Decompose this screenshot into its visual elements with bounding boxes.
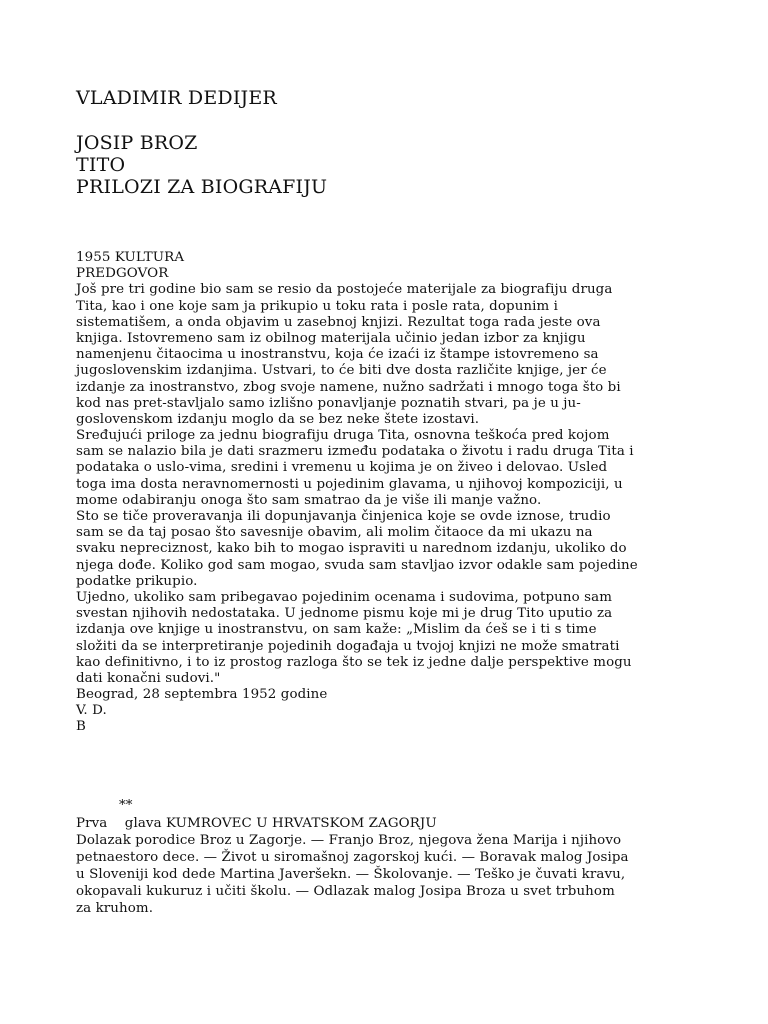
text-line: Još pre tri godine bio sam se resio da postojeće materijale za biografiju druga <box>76 282 613 298</box>
text-line: PREDGOVOR <box>76 266 169 282</box>
text-line: petnaestoro dece. — Život u siromašnoj zagorskoj kući. — Boravak malog Josipa <box>76 850 629 865</box>
chapter-summary <box>76 815 716 917</box>
text-line: Sto se tiče proveravanja ili dopunjavanja činjenica koje se ovde iznose, trudio <box>76 509 611 524</box>
text-line: Beograd, 28 septembra 1952 godine <box>76 687 328 703</box>
text-line: Tita, kao i one koje sam ja prikupio u toku rata i posle rata, dopunim i <box>76 298 559 314</box>
text-line: B <box>76 719 86 735</box>
author-name: VLADIMIR DEDIJER <box>76 87 277 109</box>
text-line: svestan njihovih nedostataka. U jednome pismu koje mi je drug Tito uputio za <box>76 606 613 622</box>
text-line: knjiga. Istovremeno sam iz obilnog materijala učinio jedan izbor za knjigu <box>76 330 586 346</box>
text-line: u Sloveniji kod dede Martina Javeršekn. — Školovanje. — Teško je čuvati kravu, <box>76 867 626 882</box>
text-line: goslovenskom izdanju moglo da se bez neke štete izostavi. <box>76 411 480 427</box>
section-separator: ** <box>119 798 133 813</box>
preface-text <box>76 250 716 736</box>
text-line: Ujedno, ukoliko sam pribegavao pojedinim ocenama i sudovima, potpuno sam <box>76 589 612 605</box>
text-line: kod nas pret-stavljalo samo izlišno ponavljanje poznatih stvari, pa je u ju- <box>76 395 581 411</box>
text-line: podatke prikupio. <box>76 573 198 589</box>
text-line: kao definitivno, i to iz prostog razloga što se tek iz jedne dalje perspektive mogu <box>76 654 632 670</box>
text-line: izdanje za inostranstvo, zbog svoje namene, nužno sadržati i mnogo toga što bi <box>76 379 621 395</box>
text-line: dati konačni sudovi." <box>76 670 221 686</box>
chapter-heading: Prva glava KUMROVEC U HRVATSKOM ZAGORJU <box>76 816 437 831</box>
text-line: sistematišem, a onda objavim u zasebnoj knjizi. Rezultat toga rada jeste ova <box>76 314 601 330</box>
text-line: V. D. <box>76 703 107 719</box>
book-title <box>76 132 327 198</box>
title-line-2: TITO <box>76 154 126 176</box>
text-line: mome odabiranju onoga što sam smatrao da je više ili manje važno. <box>76 492 542 508</box>
text-line: složiti da se interpretiranje pojedinih događaja u tvojoj knjizi ne može smatrati <box>76 638 620 654</box>
text-line: Dolazak porodice Broz u Zagorje. — Franjo Broz, njegova žena Marija i njihovo <box>76 833 622 848</box>
text-line: okopavali kukuruz i učiti školu. — Odlazak malog Josipa Broza u svet trbuhom <box>76 884 615 899</box>
text-line: Sređujući priloge za jednu biografiju druga Tita, osnovna teškoća pred kojom <box>76 428 610 444</box>
text-line: sam se nalazio bila je dati srazmeru između podataka o životu i radu druga Tita i <box>76 444 634 460</box>
text-line: izdanja ove knjige u inostranstvu, on sam kaže: „Mislim da ćeš se i ti s time <box>76 622 597 638</box>
text-line: njega dođe. Koliko god sam mogao, svuda sam stavljao izvor odakle sam pojedine <box>76 557 638 573</box>
text-line: za kruhom. <box>76 901 154 916</box>
text-line: jugoslovenskim izdanjima. Ustvari, to će biti dve dosta različite knjige, jer će <box>76 363 607 379</box>
text-line: podataka o uslo-vima, sredini i vremenu u kojima je on živeo i delovao. Usled <box>76 460 608 476</box>
title-line-3: PRILOZI ZA BIOGRAFIJU <box>76 176 328 198</box>
text-line: sam se da taj posao što savesnije obavim, ali molim čitaoce da mi ukazu na <box>76 525 593 541</box>
text-line: namenjenu čitaocima u inostranstvu, koja će izaći iz štampe istovremeno sa <box>76 347 599 363</box>
text-line: svaku nepreciznost, kako bih to mogao ispraviti u narednom izdanju, ukoliko do <box>76 541 627 557</box>
title-line-1: JOSIP BROZ <box>76 132 198 154</box>
text-line: toga ima dosta neravnomernosti u pojedinim glavama, u njihovoj kompoziciji, u <box>76 476 623 492</box>
text-line: 1955 KULTURA <box>76 250 185 265</box>
